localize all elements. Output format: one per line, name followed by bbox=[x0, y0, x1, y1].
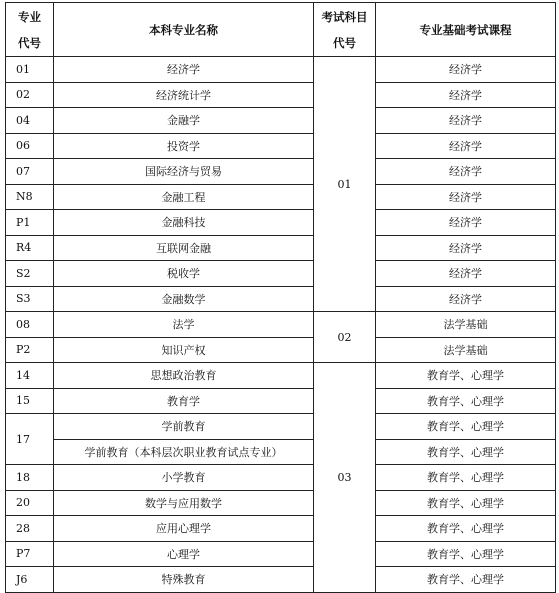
course: 教育学、心理学 bbox=[376, 414, 556, 440]
course: 法学基础 bbox=[376, 312, 556, 338]
header-row bbox=[6, 3, 556, 57]
subject-code: 01 bbox=[314, 57, 376, 312]
major-name: 学前教育（本科层次职业教育试点专业） bbox=[54, 439, 314, 465]
course: 经济学 bbox=[376, 82, 556, 108]
major-name: 特殊教育 bbox=[54, 567, 314, 593]
header-subject-code-line1: 考试科目 bbox=[321, 9, 368, 24]
course: 经济学 bbox=[376, 159, 556, 185]
table-row bbox=[6, 184, 556, 210]
major-name: 心理学 bbox=[54, 541, 314, 567]
table-row bbox=[6, 133, 556, 159]
major-code: S3 bbox=[6, 286, 54, 312]
course: 教育学、心理学 bbox=[376, 567, 556, 593]
table-row bbox=[6, 388, 556, 414]
major-name: 法学 bbox=[54, 312, 314, 338]
header-subject-code-line2: 代号 bbox=[333, 35, 356, 50]
table-row bbox=[6, 210, 556, 236]
major-code: 02 bbox=[6, 82, 54, 108]
course: 经济学 bbox=[376, 57, 556, 83]
major-code: 07 bbox=[6, 159, 54, 185]
major-code: J6 bbox=[6, 567, 54, 593]
major-exam-table bbox=[5, 2, 556, 593]
table-row bbox=[6, 414, 556, 440]
header-major-name: 本科专业名称 bbox=[54, 3, 314, 57]
course: 教育学、心理学 bbox=[376, 388, 556, 414]
course: 经济学 bbox=[376, 133, 556, 159]
table-row bbox=[6, 159, 556, 185]
major-name: 金融数学 bbox=[54, 286, 314, 312]
table-row bbox=[6, 567, 556, 593]
major-code: 14 bbox=[6, 363, 54, 389]
table-row bbox=[6, 235, 556, 261]
course: 经济学 bbox=[376, 210, 556, 236]
major-name: 思想政治教育 bbox=[54, 363, 314, 389]
major-code: 08 bbox=[6, 312, 54, 338]
header-course: 专业基础考试课程 bbox=[376, 3, 556, 57]
major-code: 18 bbox=[6, 465, 54, 491]
subject-code: 03 bbox=[314, 363, 376, 593]
table-row bbox=[6, 541, 556, 567]
subject-code: 02 bbox=[314, 312, 376, 363]
major-code: P7 bbox=[6, 541, 54, 567]
major-name: 教育学 bbox=[54, 388, 314, 414]
major-code: 17 bbox=[6, 414, 54, 465]
major-name: 数学与应用数学 bbox=[54, 490, 314, 516]
major-code: 15 bbox=[6, 388, 54, 414]
header-major-code bbox=[6, 3, 54, 57]
major-name: 经济学 bbox=[54, 57, 314, 83]
course: 教育学、心理学 bbox=[376, 490, 556, 516]
header-major-code-line2: 代号 bbox=[18, 35, 41, 50]
major-code: P1 bbox=[6, 210, 54, 236]
table-row bbox=[6, 439, 556, 465]
course: 经济学 bbox=[376, 235, 556, 261]
major-name: 应用心理学 bbox=[54, 516, 314, 542]
course: 教育学、心理学 bbox=[376, 541, 556, 567]
course: 教育学、心理学 bbox=[376, 363, 556, 389]
course: 教育学、心理学 bbox=[376, 516, 556, 542]
table-row bbox=[6, 312, 556, 338]
major-name: 学前教育 bbox=[54, 414, 314, 440]
header-subject-code bbox=[314, 3, 376, 57]
major-name: 国际经济与贸易 bbox=[54, 159, 314, 185]
major-name: 金融工程 bbox=[54, 184, 314, 210]
course: 教育学、心理学 bbox=[376, 439, 556, 465]
table-row bbox=[6, 363, 556, 389]
table-row bbox=[6, 337, 556, 363]
table-row bbox=[6, 465, 556, 491]
major-code: N8 bbox=[6, 184, 54, 210]
table-row bbox=[6, 490, 556, 516]
table-row bbox=[6, 108, 556, 134]
major-name: 小学教育 bbox=[54, 465, 314, 491]
major-code: 04 bbox=[6, 108, 54, 134]
major-name: 经济统计学 bbox=[54, 82, 314, 108]
course: 经济学 bbox=[376, 261, 556, 287]
table-row bbox=[6, 286, 556, 312]
major-name: 投资学 bbox=[54, 133, 314, 159]
table-row bbox=[6, 516, 556, 542]
course: 经济学 bbox=[376, 108, 556, 134]
major-code: P2 bbox=[6, 337, 54, 363]
major-code: S2 bbox=[6, 261, 54, 287]
course: 经济学 bbox=[376, 286, 556, 312]
course: 法学基础 bbox=[376, 337, 556, 363]
major-name: 税收学 bbox=[54, 261, 314, 287]
major-code: 20 bbox=[6, 490, 54, 516]
table-row bbox=[6, 57, 556, 83]
major-code: 01 bbox=[6, 57, 54, 83]
course: 教育学、心理学 bbox=[376, 465, 556, 491]
course: 经济学 bbox=[376, 184, 556, 210]
major-code: R4 bbox=[6, 235, 54, 261]
table-row bbox=[6, 82, 556, 108]
major-name: 知识产权 bbox=[54, 337, 314, 363]
header-major-code-line1: 专业 bbox=[18, 9, 41, 24]
major-name: 金融学 bbox=[54, 108, 314, 134]
major-code: 28 bbox=[6, 516, 54, 542]
major-name: 互联网金融 bbox=[54, 235, 314, 261]
table-row bbox=[6, 261, 556, 287]
major-name: 金融科技 bbox=[54, 210, 314, 236]
major-code: 06 bbox=[6, 133, 54, 159]
